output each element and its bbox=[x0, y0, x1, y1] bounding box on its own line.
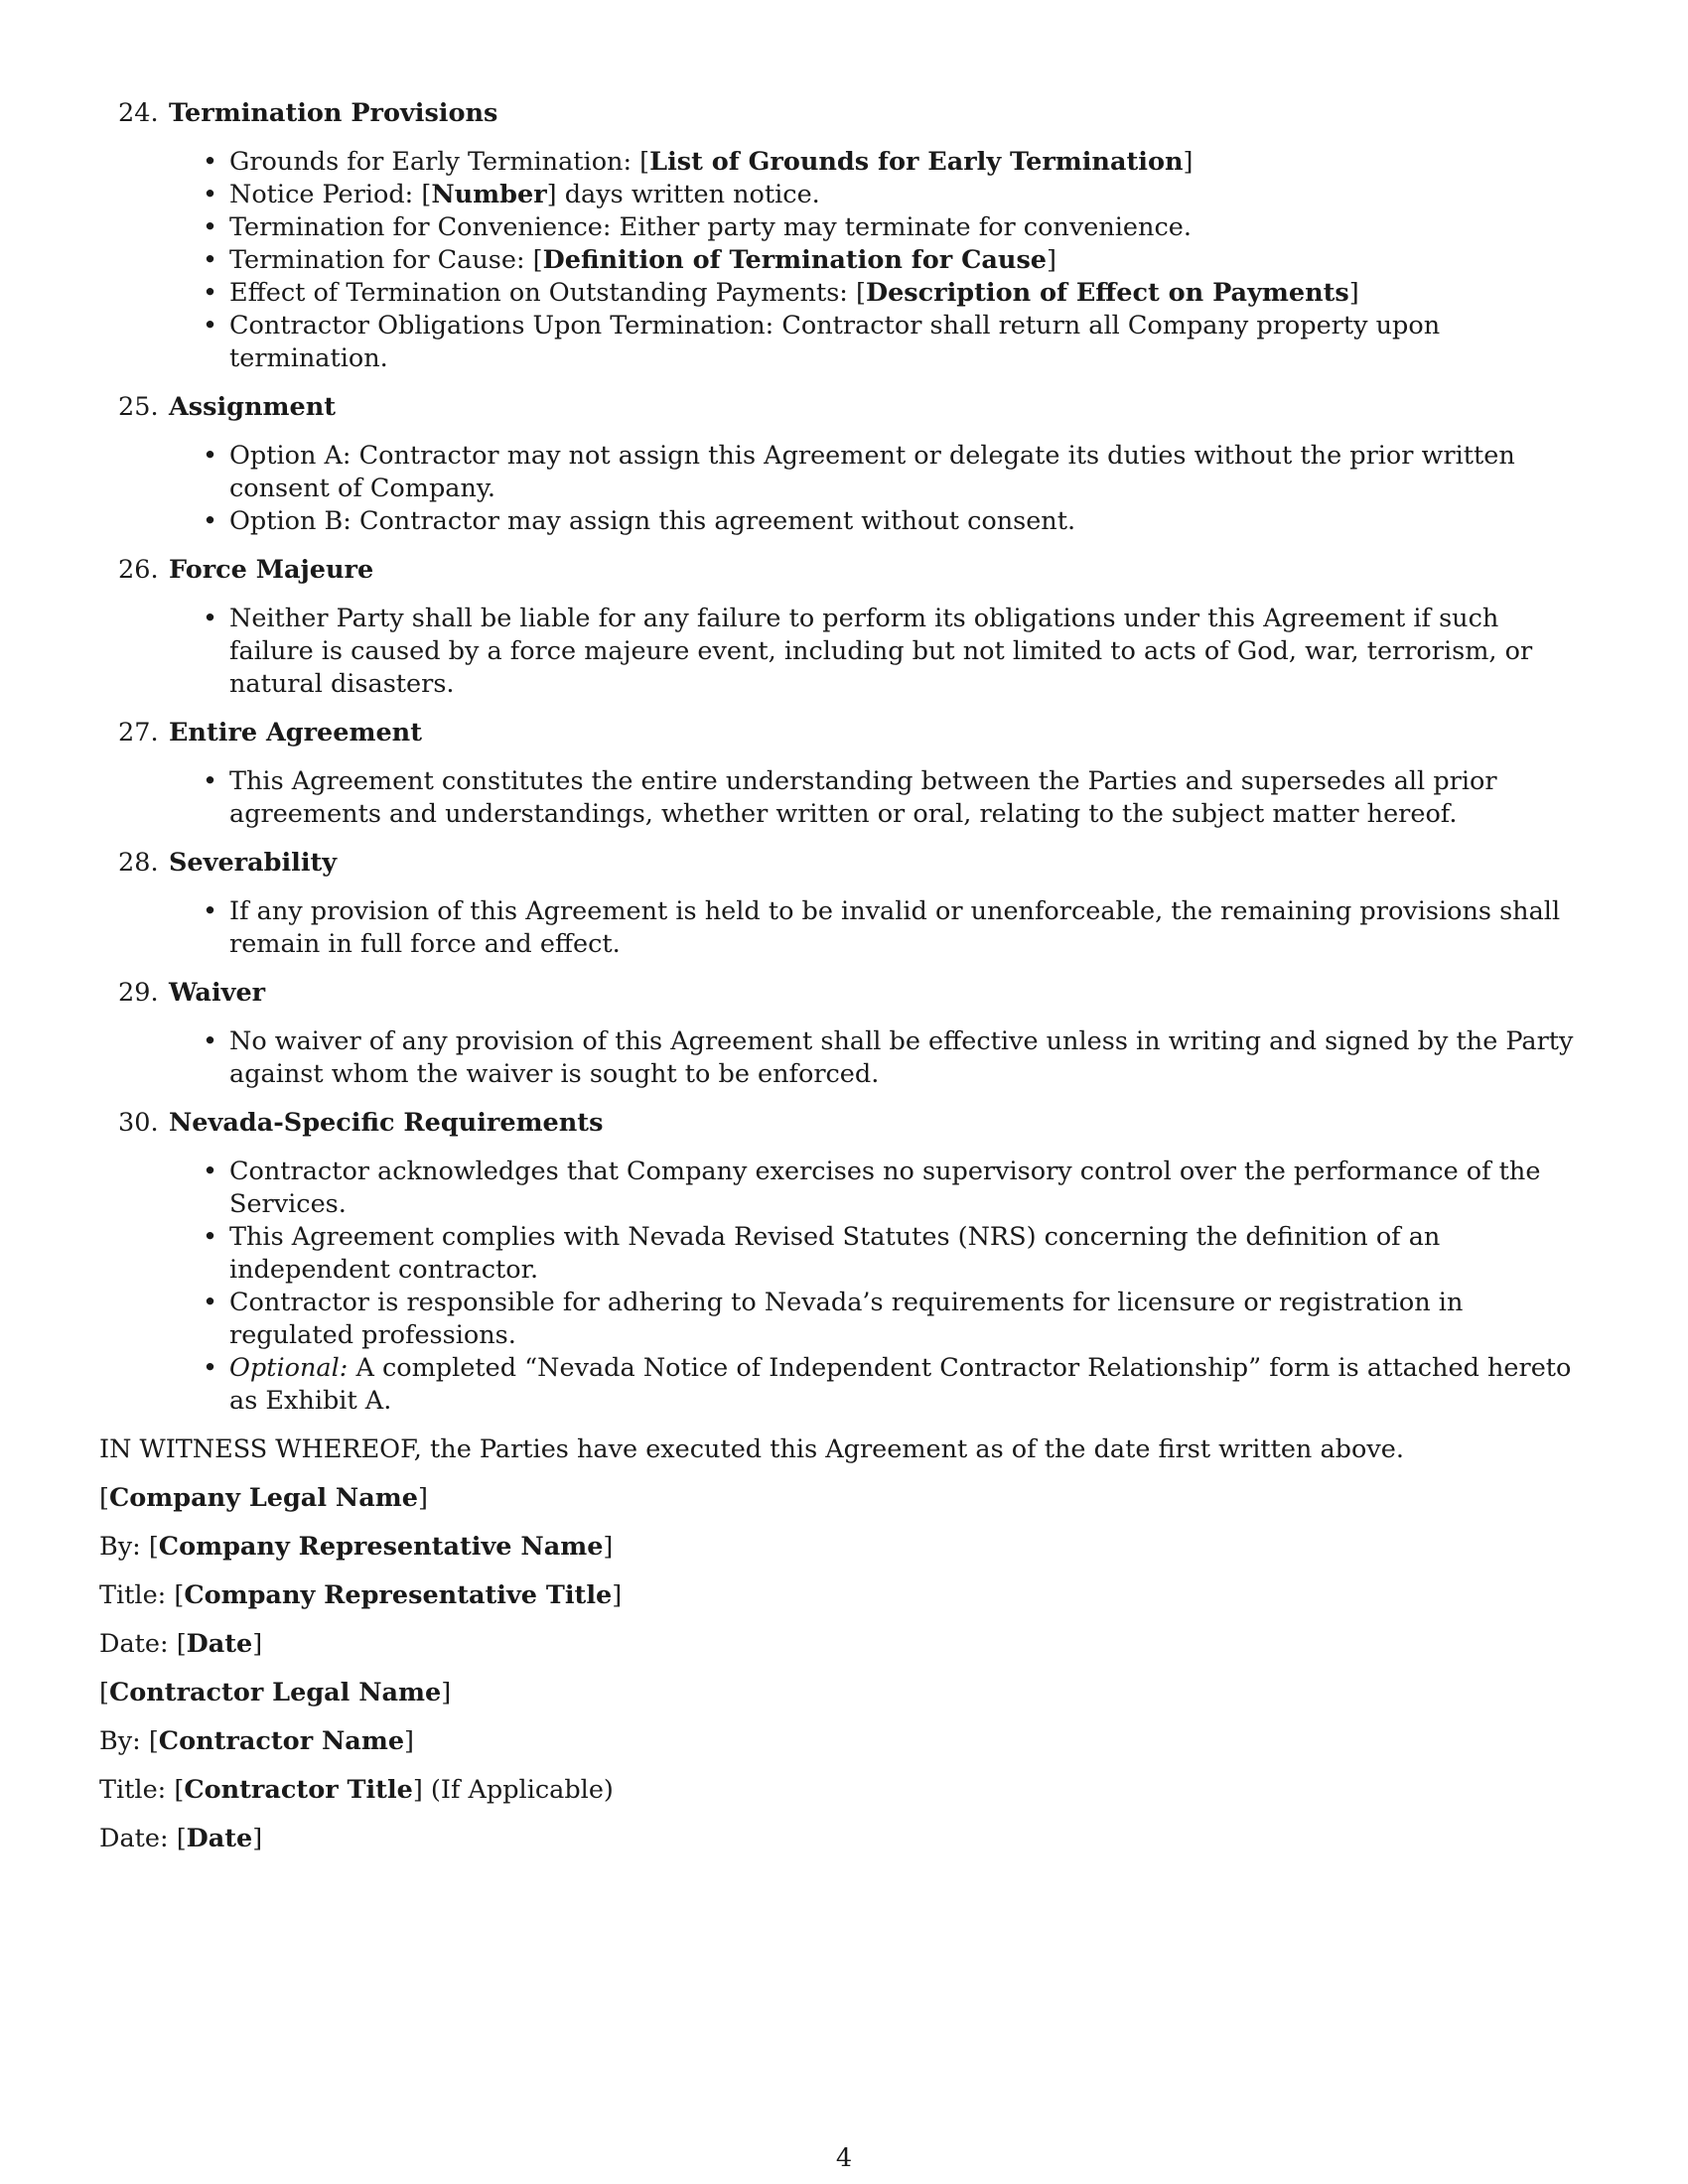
section-number: 24. bbox=[118, 98, 159, 128]
list-item: • Contractor Obligations Upon Termination: Contractor shall return all Company property upon termination. bbox=[203, 311, 1441, 373]
bullet-icon: • bbox=[203, 245, 218, 275]
bullet-icon: • bbox=[203, 1288, 218, 1317]
section-termination bbox=[99, 97, 1589, 375]
bullet-icon: • bbox=[203, 441, 218, 471]
bullet-list bbox=[169, 1025, 1589, 1091]
page-content bbox=[99, 97, 1589, 1855]
section-title: Entire Agreement bbox=[169, 718, 422, 748]
placeholder: Description of Effect on Payments bbox=[865, 278, 1349, 308]
section-number: 27. bbox=[118, 718, 159, 748]
section-number: 28. bbox=[118, 848, 159, 878]
bullet-list bbox=[169, 146, 1589, 375]
placeholder: Definition of Termination for Cause bbox=[542, 245, 1048, 275]
list-item: • Option B: Contractor may assign this agreement without consent. bbox=[203, 506, 1076, 536]
section-nevada-requirements bbox=[99, 1107, 1589, 1418]
section-title: Termination Provisions bbox=[169, 98, 498, 128]
bullet-icon: • bbox=[203, 1157, 218, 1186]
section-number: 26. bbox=[118, 555, 159, 585]
bullet-list bbox=[169, 765, 1589, 831]
list-item: • If any provision of this Agreement is held to be invalid or unenforceable, the remaining provisions shall remain in full force and effect. bbox=[203, 896, 1561, 959]
optional-label: Optional: bbox=[229, 1353, 349, 1383]
signature-company-name: [Company Legal Name] bbox=[99, 1483, 428, 1513]
bullet-icon: • bbox=[203, 311, 218, 341]
list-item: • No waiver of any provision of this Agreement shall be effective unless in writing and signed by the Party against whom the waiver is sought to be enforced. bbox=[203, 1026, 1574, 1089]
bullet-icon: • bbox=[203, 180, 218, 209]
placeholder: List of Grounds for Early Termination bbox=[649, 147, 1184, 177]
signature-contractor-name: [Contractor Legal Name] bbox=[99, 1678, 452, 1707]
bullet-icon: • bbox=[203, 896, 218, 926]
section-force-majeure bbox=[99, 554, 1589, 701]
bullet-icon: • bbox=[203, 212, 218, 242]
signature-company-date: Date: [Date] bbox=[99, 1629, 263, 1659]
page-number: 4 bbox=[835, 2143, 853, 2173]
section-title: Waiver bbox=[169, 978, 266, 1008]
section-title: Severability bbox=[169, 848, 338, 878]
list-item: • Notice Period: [Number] days written notice. bbox=[203, 180, 820, 209]
signature-contractor-title: Title: [Contractor Title] (If Applicable) bbox=[99, 1775, 614, 1805]
signature-company-title: Title: [Company Representative Title] bbox=[99, 1580, 623, 1610]
list-item: • Grounds for Early Termination: [List of Grounds for Early Termination] bbox=[203, 147, 1194, 177]
section-entire-agreement bbox=[99, 717, 1589, 831]
section-severability bbox=[99, 847, 1589, 961]
bullet-icon: • bbox=[203, 1222, 218, 1252]
bullet-list bbox=[169, 603, 1589, 701]
list-item: • This Agreement constitutes the entire understanding between the Parties and supersedes all prior agreements and understandings, whether written or oral, relating to the subject matter hereof. bbox=[203, 766, 1497, 829]
bullet-icon: • bbox=[203, 278, 218, 308]
section-title: Force Majeure bbox=[169, 555, 374, 585]
bullet-list bbox=[169, 440, 1589, 538]
section-number: 30. bbox=[118, 1108, 159, 1138]
list-item: • Option A: Contractor may not assign this Agreement or delegate its duties without the prior written consent of Company. bbox=[203, 441, 1515, 503]
section-title: Nevada-Specific Requirements bbox=[169, 1108, 604, 1138]
bullet-icon: • bbox=[203, 506, 218, 536]
section-assignment bbox=[99, 391, 1589, 538]
bullet-icon: • bbox=[203, 1353, 218, 1383]
list-item: • Termination for Convenience: Either party may terminate for convenience. bbox=[203, 212, 1192, 242]
bullet-list bbox=[169, 1156, 1589, 1418]
placeholder: Number bbox=[431, 180, 547, 209]
section-waiver bbox=[99, 977, 1589, 1091]
section-title: Assignment bbox=[169, 392, 337, 422]
list-item: • Contractor is responsible for adhering to Nevada’s requirements for licensure or registration in regulated professions. bbox=[203, 1288, 1464, 1350]
list-item: • Neither Party shall be liable for any failure to perform its obligations under this Agreement if such failure is caused by a force majeure event, including but not limited to acts of God, war, terrorism, or natural disasters. bbox=[203, 604, 1533, 699]
signature-block bbox=[99, 1482, 1589, 1855]
list-item: • Optional: A completed “Nevada Notice of Independent Contractor Relationship” form is attached hereto as Exhibit A. bbox=[203, 1353, 1572, 1416]
section-number: 25. bbox=[118, 392, 159, 422]
bullet-list bbox=[169, 895, 1589, 961]
list-item: • This Agreement complies with Nevada Revised Statutes (NRS) concerning the definition of an independent contractor. bbox=[203, 1222, 1441, 1285]
section-list bbox=[99, 97, 1589, 1418]
witness-statement: IN WITNESS WHEREOF, the Parties have executed this Agreement as of the date first written above. bbox=[99, 1434, 1404, 1464]
signature-contractor-by: By: [Contractor Name] bbox=[99, 1726, 414, 1756]
list-item: • Contractor acknowledges that Company exercises no supervisory control over the performance of the Services. bbox=[203, 1157, 1541, 1219]
signature-company-by: By: [Company Representative Name] bbox=[99, 1532, 614, 1562]
bullet-icon: • bbox=[203, 604, 218, 633]
list-item: • Effect of Termination on Outstanding Payments: [Description of Effect on Payments] bbox=[203, 278, 1359, 308]
bullet-icon: • bbox=[203, 147, 218, 177]
bullet-icon: • bbox=[203, 1026, 218, 1056]
bullet-icon: • bbox=[203, 766, 218, 796]
signature-contractor-date: Date: [Date] bbox=[99, 1824, 263, 1853]
list-item: • Termination for Cause: [Definition of Termination for Cause] bbox=[203, 245, 1056, 275]
section-number: 29. bbox=[118, 978, 159, 1008]
